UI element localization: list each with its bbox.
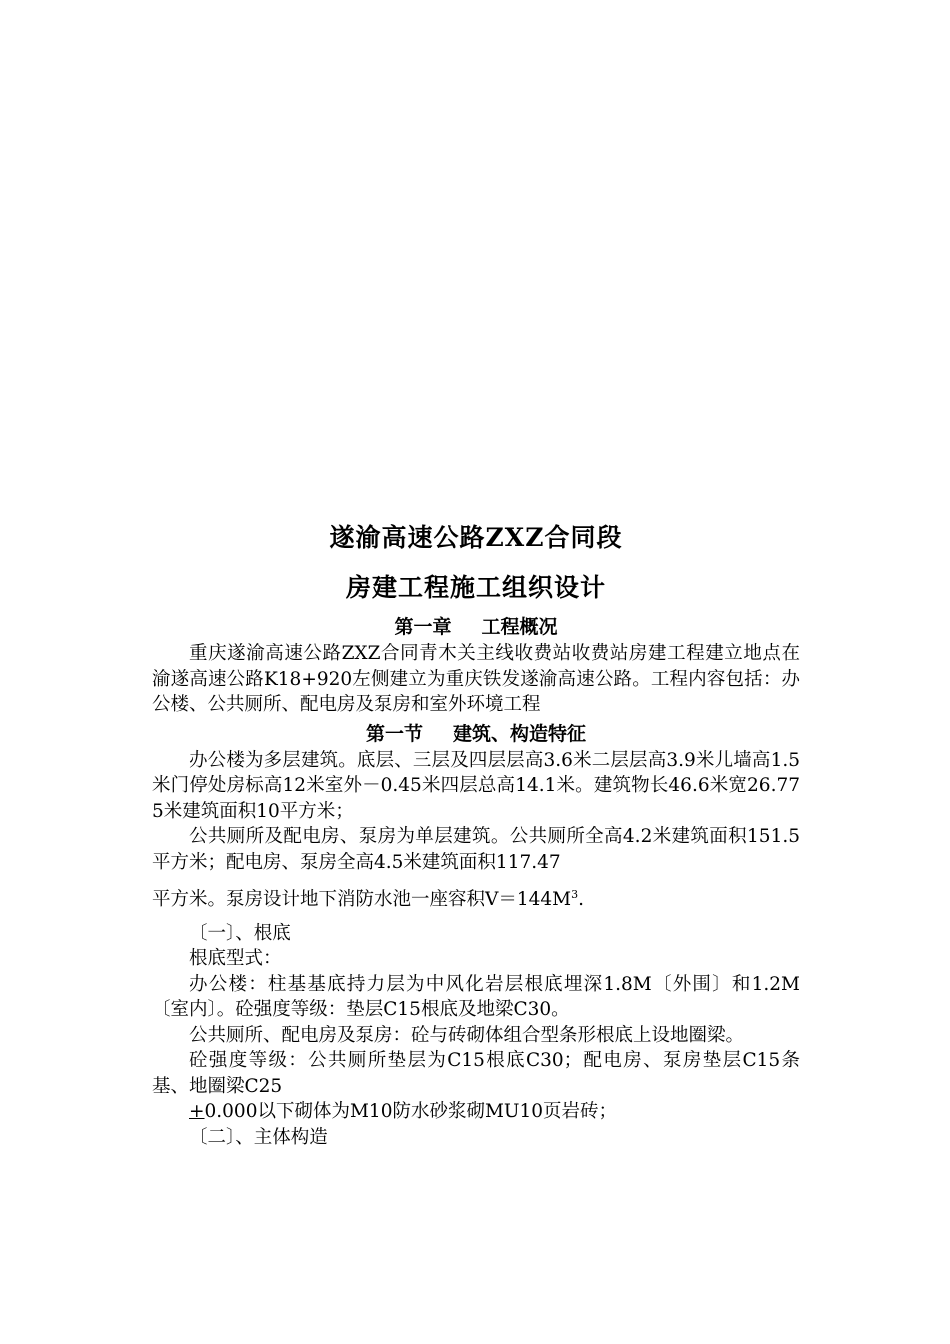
subsection-foundation: 〔一〕、根底 <box>189 922 291 944</box>
pool-volume-end: . <box>578 889 585 910</box>
intro-paragraph: 重庆遂渝高速公路ZXZ合同青木关主线收费站收费站房建工程建立地点在渝遂高速公路K18+920左侧建立为重庆铁发遂渝高速公路。工程内容包括：办公楼、公共厕所、配电房及泵房和室外环境工程 <box>152 643 800 715</box>
pool-volume-paragraph <box>152 887 800 913</box>
subsection-main-structure: 〔二〕、主体构造 <box>189 1126 328 1148</box>
cubic-superscript: 3 <box>571 887 579 901</box>
document-page <box>152 515 800 1150</box>
masonry-paragraph <box>152 1099 800 1125</box>
document-title-line2: 房建工程施工组织设计 <box>345 573 606 602</box>
document-title-line1: 遂渝高速公路ZXZ合同段 <box>329 523 623 552</box>
masonry-text: 0.000以下砌体为M10防水砂浆砌MU10页岩砖； <box>204 1101 618 1122</box>
pool-volume-text: 平方米。泵房设计地下消防水池一座容积V＝144M <box>152 889 572 910</box>
office-building-paragraph: 办公楼为多层建筑。底层、三层及四层层高3.6米二层层高3.9米儿墙高1.5米门停处房标高12米室外－0.45米四层总高14.1米。建筑物长46.6米宽26.775米建筑面积10平方米； <box>152 749 800 822</box>
foundation-type-label: 根底型式： <box>189 948 282 969</box>
chapter-heading <box>152 613 800 641</box>
chapter-name: 工程概况 <box>481 616 558 638</box>
office-foundation-paragraph: 办公楼：柱基基底持力层为中风化岩层根底埋深1.8M〔外围〕和1.2M〔室内〕。砼强度等级：垫层C15根底及地梁C30。 <box>152 973 800 1020</box>
section-number: 第一节 <box>365 722 423 745</box>
chapter-number: 第一章 <box>394 616 452 638</box>
toilet-pump-paragraph: 公共厕所及配电房、泵房为单层建筑。公共厕所全高4.2米建筑面积151.5平方米；配电房、泵房全高4.5米建筑面积117.47 <box>152 826 800 873</box>
plus-minus-sign: + <box>189 1101 205 1122</box>
concrete-grade-paragraph: 砼强度等级：公共厕所垫层为C15根底C30；配电房、泵房垫层C15条基、地圈梁C25 <box>152 1050 800 1097</box>
section-name: 建筑、构造特征 <box>453 722 587 745</box>
section-heading <box>152 720 800 748</box>
toilet-foundation-paragraph: 公共厕所、配电房及泵房：砼与砖砌体组合型条形根底上设地圈梁。 <box>189 1024 745 1046</box>
